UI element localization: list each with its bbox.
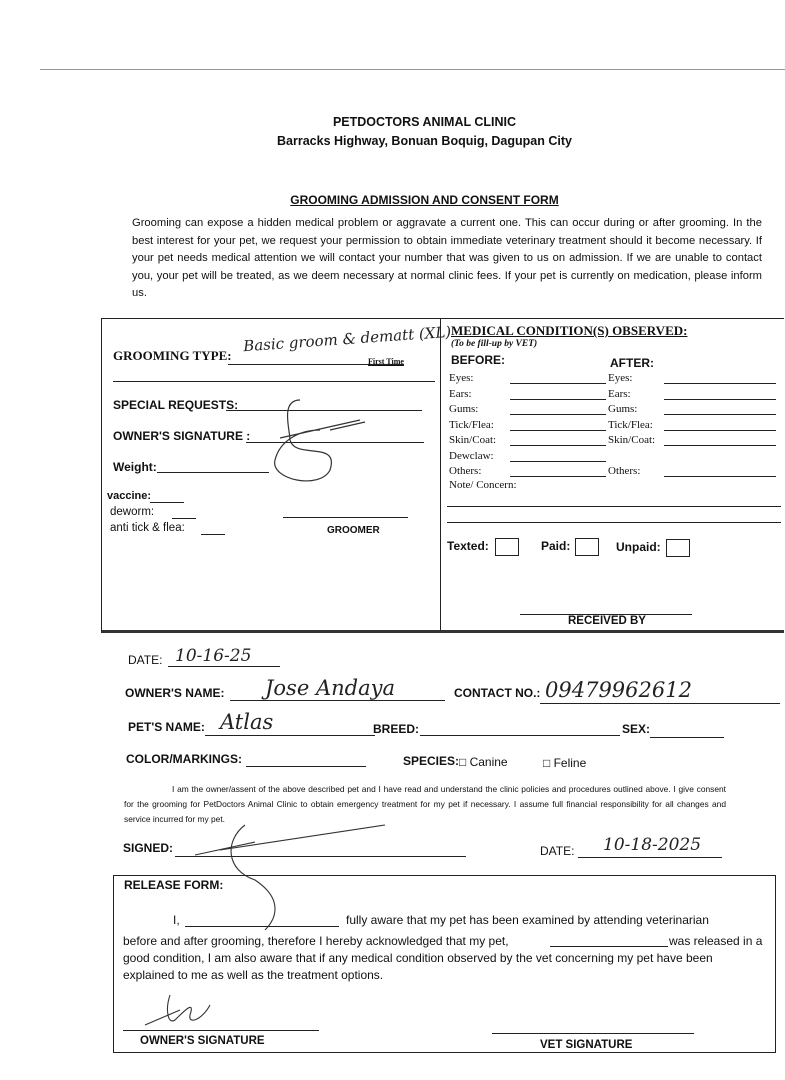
weight-field[interactable]: [157, 472, 269, 473]
before-0-label: Eyes:: [449, 372, 474, 384]
after-label: AFTER:: [610, 356, 654, 370]
release-text: explained to me as well as the treatment options.: [123, 968, 384, 982]
before-3-label: Tick/Flea:: [449, 418, 494, 431]
unpaid-label: Unpaid:: [616, 540, 661, 554]
breed-field[interactable]: [420, 735, 620, 736]
sex-label: SEX:: [622, 722, 651, 736]
column-divider: [440, 318, 441, 630]
before-4-label: Skin/Coat:: [449, 434, 497, 446]
owner-name-value[interactable]: Jose Andaya: [265, 676, 395, 700]
pet-name-label: PET'S NAME:: [128, 720, 205, 734]
before-field[interactable]: [510, 461, 606, 462]
unpaid-checkbox[interactable]: [666, 539, 690, 557]
breed-label: BREED:: [373, 722, 420, 736]
texted-label: Texted:: [447, 539, 489, 553]
after-field[interactable]: [664, 445, 776, 446]
before-2-label: Gums:: [449, 403, 479, 415]
after-field[interactable]: [664, 414, 776, 415]
after-6-label: Others:: [608, 465, 641, 477]
release-owner-field[interactable]: [185, 926, 339, 927]
grooming-type-value[interactable]: Basic groom & dematt (XL): [242, 322, 452, 356]
first-time-label: First Time: [368, 357, 404, 366]
release-text: was released in a: [669, 934, 763, 948]
date-label: DATE:: [128, 653, 163, 667]
weight-label: Weight:: [113, 460, 157, 474]
before-5-label: Dewclaw:: [449, 449, 494, 462]
anti-tick-label: anti tick & flea:: [110, 522, 185, 534]
paid-label: Paid:: [541, 539, 571, 553]
note-label: Note/ Concern:: [449, 479, 517, 491]
sex-field[interactable]: [650, 737, 724, 738]
canine-checkbox[interactable]: □ Canine: [459, 755, 508, 769]
groomer-label: GROOMER: [327, 525, 380, 536]
note-line-1[interactable]: [447, 506, 781, 507]
after-field[interactable]: [664, 383, 776, 384]
deworm-label: deworm:: [110, 506, 155, 518]
release-text: before and after grooming, therefore I hereby acknowledged that my pet,: [123, 934, 509, 948]
received-by-label: RECEIVED BY: [568, 615, 646, 627]
signature-scribble-icon: [260, 390, 370, 490]
color-markings-label: COLOR/MARKINGS:: [126, 752, 242, 766]
species-label: SPECIES:: [403, 754, 460, 768]
contact-label: CONTACT NO.:: [454, 686, 541, 700]
grooming-type-label: GROOMING TYPE:: [113, 348, 232, 363]
before-6-label: Others:: [449, 465, 482, 477]
consent-paragraph: I am the owner/assent of the above described pet and I have read and understand the clinic policies and procedures outlined above. I give consent for the grooming for PetDoctors Animal Clinic to obtain emergency treatment for my pet if necessary. I assume full financial responsibility for all changes and service incurred for my pet.: [124, 784, 726, 824]
date-value[interactable]: 10-16-25: [175, 646, 252, 666]
before-field[interactable]: [510, 383, 606, 384]
owner-signature-line[interactable]: [123, 1030, 319, 1031]
paid-checkbox[interactable]: [575, 538, 599, 556]
before-field[interactable]: [510, 399, 606, 400]
after-field[interactable]: [664, 476, 776, 477]
owner-signature-caption: OWNER'S SIGNATURE: [140, 1035, 265, 1047]
after-field[interactable]: [664, 399, 776, 400]
after-3-label: Tick/Flea:: [608, 418, 653, 431]
pet-name-value[interactable]: Atlas: [220, 710, 274, 734]
release-text: I,: [173, 913, 180, 927]
before-field[interactable]: [510, 445, 606, 446]
signed-date-label: DATE:: [540, 844, 575, 858]
color-markings-field[interactable]: [246, 766, 366, 767]
release-text: good condition, I am also aware that if any medical condition observed by the vet concerning my pet have been: [123, 951, 713, 965]
after-0-label: Eyes:: [608, 372, 633, 384]
before-field[interactable]: [510, 476, 606, 477]
after-4-label: Skin/Coat:: [608, 434, 656, 446]
before-label: BEFORE:: [451, 353, 505, 367]
owner-name-label: OWNER'S NAME:: [125, 686, 225, 700]
vaccine-label: vaccine:: [107, 490, 152, 502]
release-pet-field[interactable]: [550, 946, 668, 947]
clinic-address: Barracks Highway, Bonuan Boquig, Dagupan City: [277, 134, 572, 148]
after-2-label: Gums:: [608, 403, 638, 415]
signed-label: SIGNED:: [123, 841, 174, 855]
medical-subtitle: (To be fill-up by VET): [451, 339, 538, 349]
before-1-label: Ears:: [449, 387, 472, 400]
vet-signature-line[interactable]: [492, 1033, 694, 1034]
top-rule: [40, 69, 785, 70]
signature-scribble-icon: [140, 990, 230, 1035]
medical-title: MEDICAL CONDITION(S) OBSERVED:: [451, 323, 688, 338]
feline-checkbox[interactable]: □ Feline: [543, 756, 587, 770]
texted-checkbox[interactable]: [495, 538, 519, 556]
after-1-label: Ears:: [608, 387, 631, 400]
note-line-2[interactable]: [447, 522, 781, 523]
release-title: RELEASE FORM:: [124, 878, 224, 892]
special-requests-label: SPECIAL REQUESTS:: [113, 398, 239, 412]
intro-paragraph: Grooming can expose a hidden medical problem or aggravate a current one. This can occur during or after grooming. In the best interest for your pet, we request your permission to obtain immediate veterinary treatment should it become necessary. If your pet needs medical attention we will contact your number that was given to us on admission. If we are unable to contact you, your pet will be treated, as we deem necessary at normal clinic fees. If your pet is currently on medication, please inform us.: [132, 217, 762, 299]
signed-date-value[interactable]: 10-18-2025: [603, 835, 702, 855]
before-field[interactable]: [510, 414, 606, 415]
groomer-signature-field[interactable]: [283, 517, 408, 518]
owner-signature-label: OWNER'S SIGNATURE :: [113, 429, 251, 443]
contact-value[interactable]: 09479962612: [545, 678, 692, 702]
after-field[interactable]: [664, 430, 776, 431]
release-text: fully aware that my pet has been examined by attending veterinarian: [346, 913, 709, 927]
clinic-name: PETDOCTORS ANIMAL CLINIC: [332, 115, 517, 129]
before-field[interactable]: [510, 430, 606, 431]
vet-signature-caption: VET SIGNATURE: [540, 1039, 633, 1051]
form-title: GROOMING ADMISSION AND CONSENT FORM: [290, 193, 559, 207]
